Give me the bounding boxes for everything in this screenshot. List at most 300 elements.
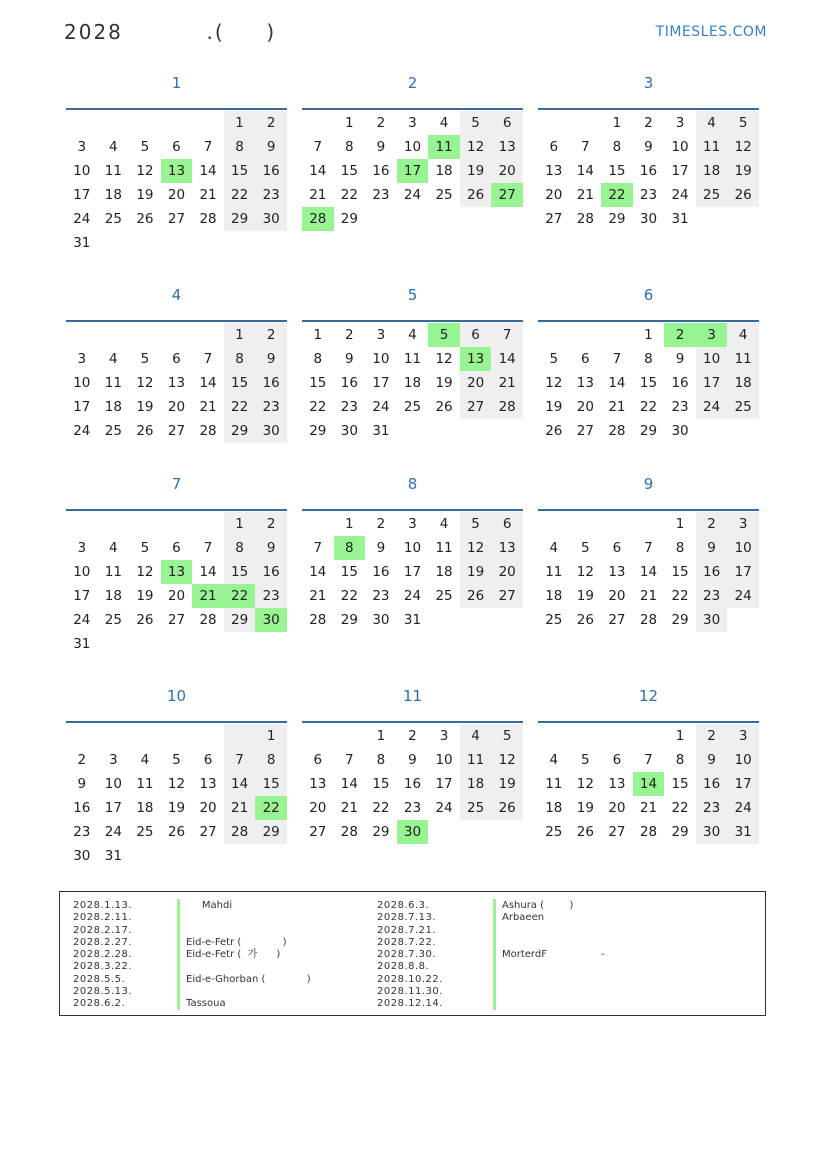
day-cell: 9 <box>376 139 386 155</box>
day-cell: 3 <box>727 724 759 748</box>
day-cell: 22 <box>309 399 327 415</box>
day-cell: 7 <box>203 351 213 367</box>
month-name: 1 <box>171 74 182 92</box>
day-cell: 7 <box>612 351 622 367</box>
day-cell: 12 <box>167 776 186 792</box>
day-cell: 29 <box>255 820 287 844</box>
day-cell: 18 <box>435 163 453 179</box>
day-cell: 28 <box>309 612 327 628</box>
brand-logo-text[interactable]: TIMESLES.COM <box>655 24 767 40</box>
day-cell: 7 <box>224 748 256 772</box>
holiday-day-cell: 8 <box>334 536 366 560</box>
day-cell: 29 <box>639 423 658 439</box>
day-cell: 25 <box>136 824 154 840</box>
day-cell: 10 <box>671 139 689 155</box>
holiday-day-cell: 28 <box>302 207 334 231</box>
day-cell: 26 <box>167 824 186 840</box>
day-cell: 12 <box>491 748 523 772</box>
day-cell: 16 <box>372 564 390 580</box>
day-cell: 23 <box>403 800 422 816</box>
day-grid <box>538 111 759 231</box>
day-cell: 23 <box>696 584 728 608</box>
day-cell: 4 <box>109 351 118 367</box>
day-cell: 21 <box>491 371 523 395</box>
day-cell: 7 <box>581 139 590 155</box>
page-title: 2028 .( ) <box>64 20 277 44</box>
day-cell: 7 <box>313 139 323 155</box>
holiday-day-cell: 13 <box>161 560 193 584</box>
day-cell: 14 <box>224 772 256 796</box>
day-grid <box>538 323 759 443</box>
day-cell: 27 <box>608 612 626 628</box>
day-cell: 23 <box>255 183 287 207</box>
day-cell: 20 <box>491 560 523 584</box>
day-cell: 3 <box>376 327 386 343</box>
empty-day-cell <box>334 724 366 748</box>
day-cell: 1 <box>376 728 386 744</box>
day-cell: 19 <box>136 399 154 415</box>
day-cell: 19 <box>460 159 492 183</box>
day-cell: 25 <box>104 211 122 227</box>
empty-day-cell <box>538 111 570 135</box>
day-cell: 2 <box>376 115 386 131</box>
day-cell: 23 <box>73 824 91 840</box>
day-cell: 27 <box>167 211 186 227</box>
legend-line: Arbaeen <box>502 912 545 924</box>
day-cell: 19 <box>136 588 154 604</box>
day-cell: 12 <box>136 375 154 391</box>
day-cell: 10 <box>73 375 91 391</box>
day-cell: 14 <box>576 163 594 179</box>
day-cell: 23 <box>255 395 287 419</box>
empty-day-cell <box>129 111 161 135</box>
day-cell: 18 <box>104 187 122 203</box>
day-cell: 15 <box>255 772 287 796</box>
day-cell: 31 <box>104 848 122 864</box>
empty-day-cell <box>302 111 334 135</box>
day-cell: 4 <box>549 752 559 768</box>
day-cell: 5 <box>491 724 523 748</box>
empty-day-cell <box>129 512 161 536</box>
legend-line: MorterdF - <box>502 949 605 961</box>
empty-day-cell <box>98 111 130 135</box>
day-cell: 16 <box>372 163 390 179</box>
legend-right-bar <box>493 899 496 1010</box>
day-cell: 9 <box>644 139 653 155</box>
day-cell: 2 <box>376 516 386 532</box>
month-name: 9 <box>643 475 654 493</box>
legend-line: 2028.7.21. <box>377 924 437 936</box>
day-cell: 4 <box>439 115 449 131</box>
day-cell: 19 <box>576 588 594 604</box>
day-cell: 19 <box>435 375 453 391</box>
day-cell: 15 <box>309 375 327 391</box>
day-cell: 18 <box>435 564 453 580</box>
legend-line: 2028.7.22. <box>377 936 437 948</box>
day-cell: 1 <box>675 516 685 532</box>
day-cell: 24 <box>727 796 759 820</box>
day-cell: 13 <box>167 375 186 391</box>
day-cell: 10 <box>104 776 122 792</box>
day-cell: 7 <box>203 540 213 556</box>
day-cell: 6 <box>172 139 181 155</box>
day-cell: 14 <box>199 163 217 179</box>
day-cell: 7 <box>491 323 523 347</box>
day-cell: 8 <box>255 748 287 772</box>
month-divider <box>66 320 287 322</box>
day-cell: 26 <box>491 796 523 820</box>
day-cell: 10 <box>403 540 422 556</box>
holiday-day-cell: 11 <box>428 135 460 159</box>
month-name: 7 <box>171 475 182 493</box>
day-cell: 21 <box>199 187 217 203</box>
day-cell: 1 <box>224 323 256 347</box>
day-cell: 5 <box>172 752 181 768</box>
day-cell: 7 <box>644 752 653 768</box>
holiday-day-cell: 14 <box>633 772 665 796</box>
day-cell: 13 <box>608 564 626 580</box>
month-divider <box>538 721 759 723</box>
day-cell: 14 <box>309 564 327 580</box>
day-cell: 15 <box>224 371 256 395</box>
month-name: 4 <box>171 286 182 304</box>
day-cell: 19 <box>167 800 186 816</box>
day-cell: 4 <box>696 111 728 135</box>
day-cell: 8 <box>612 139 622 155</box>
day-cell: 16 <box>255 560 287 584</box>
holiday-day-cell: 22 <box>601 183 633 207</box>
legend-line <box>186 986 311 998</box>
day-cell: 13 <box>199 776 217 792</box>
day-cell: 2 <box>644 115 653 131</box>
day-cell: 14 <box>491 347 523 371</box>
holiday-day-cell: 30 <box>255 608 287 632</box>
day-cell: 6 <box>203 752 213 768</box>
day-cell: 25 <box>435 187 453 203</box>
day-cell: 28 <box>199 612 217 628</box>
day-cell: 22 <box>671 588 689 604</box>
day-grid <box>302 323 523 443</box>
day-cell: 18 <box>104 588 122 604</box>
day-cell: 12 <box>136 564 154 580</box>
empty-day-cell <box>302 512 334 536</box>
day-cell: 23 <box>372 588 390 604</box>
day-cell: 9 <box>255 135 287 159</box>
day-cell: 20 <box>167 187 186 203</box>
day-cell: 7 <box>644 540 653 556</box>
legend-line: 2028.7.30. <box>377 949 437 961</box>
day-cell: 4 <box>460 724 492 748</box>
day-cell: 29 <box>224 608 256 632</box>
day-cell: 3 <box>77 139 87 155</box>
legend-line: Eid-e-Fetr ( ) <box>186 936 287 948</box>
day-cell: 20 <box>576 399 594 415</box>
day-cell: 20 <box>491 159 523 183</box>
legend-line: 2028.6.2. <box>73 998 126 1010</box>
day-cell: 19 <box>727 159 759 183</box>
day-cell: 13 <box>576 375 594 391</box>
month-divider <box>66 108 287 110</box>
day-cell: 23 <box>671 399 689 415</box>
day-cell: 2 <box>696 512 728 536</box>
day-cell: 9 <box>696 748 728 772</box>
day-cell: 8 <box>675 752 685 768</box>
legend-left-bar <box>177 899 180 1010</box>
day-cell: 25 <box>104 612 122 628</box>
day-cell: 15 <box>340 564 358 580</box>
day-grid <box>538 724 759 844</box>
day-cell: 20 <box>608 800 626 816</box>
day-cell: 21 <box>576 187 594 203</box>
day-cell: 29 <box>671 612 689 628</box>
legend-line <box>502 937 605 949</box>
day-cell: 7 <box>203 139 213 155</box>
month-divider <box>66 509 287 511</box>
day-cell: 26 <box>136 211 154 227</box>
day-cell: 12 <box>576 776 594 792</box>
legend-left-dates <box>73 900 132 1011</box>
month-divider <box>302 320 523 322</box>
day-cell: 12 <box>576 564 594 580</box>
day-cell: 6 <box>549 139 559 155</box>
day-cell: 5 <box>460 512 492 536</box>
empty-day-cell <box>98 323 130 347</box>
day-cell: 17 <box>73 187 91 203</box>
legend-line <box>502 974 605 986</box>
holiday-day-cell: 22 <box>224 584 256 608</box>
day-cell: 14 <box>340 776 358 792</box>
month-divider <box>66 721 287 723</box>
empty-day-cell <box>98 724 130 748</box>
empty-day-cell <box>633 512 665 536</box>
month-divider <box>538 108 759 110</box>
holiday-day-cell: 17 <box>397 159 429 183</box>
day-cell: 16 <box>403 776 422 792</box>
day-cell: 27 <box>460 395 492 419</box>
legend-line: 2028.2.11. <box>73 912 133 924</box>
day-cell: 30 <box>340 423 358 439</box>
month-divider <box>302 108 523 110</box>
day-cell: 26 <box>576 612 594 628</box>
legend-right-dates <box>377 900 443 1011</box>
day-cell: 8 <box>675 540 685 556</box>
day-cell: 1 <box>345 516 354 532</box>
day-cell: 21 <box>639 800 658 816</box>
day-cell: 8 <box>224 347 256 371</box>
day-cell: 31 <box>73 235 91 251</box>
day-cell: 8 <box>376 752 386 768</box>
day-cell: 13 <box>491 135 523 159</box>
day-cell: 29 <box>340 211 358 227</box>
day-cell: 22 <box>372 800 390 816</box>
day-cell: 24 <box>73 423 91 439</box>
day-grid <box>66 724 287 868</box>
day-cell: 18 <box>545 800 563 816</box>
day-cell: 7 <box>345 752 354 768</box>
day-cell: 9 <box>675 351 685 367</box>
day-cell: 25 <box>104 423 122 439</box>
day-cell: 29 <box>309 423 327 439</box>
day-cell: 4 <box>408 327 417 343</box>
day-grid <box>302 724 523 844</box>
day-cell: 14 <box>199 375 217 391</box>
empty-day-cell <box>161 512 193 536</box>
day-cell: 2 <box>77 752 87 768</box>
day-cell: 4 <box>549 540 559 556</box>
day-cell: 26 <box>576 824 594 840</box>
day-cell: 9 <box>255 347 287 371</box>
empty-day-cell <box>192 323 224 347</box>
day-grid <box>302 111 523 231</box>
empty-day-cell <box>302 724 334 748</box>
day-cell: 25 <box>696 183 728 207</box>
empty-day-cell <box>538 323 570 347</box>
day-cell: 6 <box>460 323 492 347</box>
day-cell: 3 <box>675 115 685 131</box>
day-cell: 26 <box>460 584 492 608</box>
day-cell: 9 <box>77 776 87 792</box>
day-cell: 12 <box>545 375 563 391</box>
day-cell: 1 <box>255 724 287 748</box>
day-cell: 28 <box>199 211 217 227</box>
empty-day-cell <box>538 512 570 536</box>
day-cell: 9 <box>696 536 728 560</box>
day-cell: 5 <box>727 111 759 135</box>
empty-day-cell <box>601 512 633 536</box>
legend-line: 2028.2.17. <box>73 924 133 936</box>
day-cell: 14 <box>639 564 658 580</box>
day-cell: 25 <box>545 612 563 628</box>
day-cell: 8 <box>224 135 256 159</box>
empty-day-cell <box>570 323 602 347</box>
day-cell: 13 <box>309 776 327 792</box>
day-cell: 22 <box>340 187 358 203</box>
holiday-day-cell: 21 <box>192 584 224 608</box>
day-cell: 5 <box>581 752 590 768</box>
day-cell: 19 <box>545 399 563 415</box>
day-cell: 17 <box>435 776 453 792</box>
day-cell: 26 <box>727 183 759 207</box>
day-cell: 14 <box>608 375 626 391</box>
month-divider <box>538 509 759 511</box>
empty-day-cell <box>192 512 224 536</box>
empty-day-cell <box>224 724 256 748</box>
day-cell: 5 <box>460 111 492 135</box>
day-cell: 3 <box>408 516 417 532</box>
day-cell: 11 <box>104 163 122 179</box>
day-cell: 9 <box>376 540 386 556</box>
day-cell: 5 <box>549 351 559 367</box>
day-cell: 18 <box>104 399 122 415</box>
day-cell: 6 <box>313 752 323 768</box>
day-cell: 25 <box>460 796 492 820</box>
day-cell: 6 <box>491 111 523 135</box>
day-cell: 7 <box>313 540 323 556</box>
legend-line <box>186 912 311 924</box>
day-cell: 4 <box>140 752 150 768</box>
empty-day-cell <box>129 724 161 748</box>
day-cell: 15 <box>224 560 256 584</box>
day-cell: 2 <box>255 111 287 135</box>
empty-day-cell <box>66 111 98 135</box>
holiday-day-cell: 30 <box>397 820 429 844</box>
day-cell: 30 <box>255 419 287 443</box>
day-cell: 22 <box>224 395 256 419</box>
day-cell: 17 <box>73 399 91 415</box>
day-cell: 27 <box>167 612 186 628</box>
day-cell: 3 <box>439 728 449 744</box>
day-cell: 21 <box>608 399 626 415</box>
legend-line: 2028.2.28. <box>73 949 133 961</box>
legend-line: Mahdi <box>186 900 233 911</box>
day-cell: 27 <box>309 824 327 840</box>
day-cell: 20 <box>608 588 626 604</box>
day-cell: 27 <box>199 824 217 840</box>
day-cell: 10 <box>727 748 759 772</box>
day-cell: 27 <box>491 584 523 608</box>
day-cell: 16 <box>639 163 658 179</box>
day-cell: 29 <box>608 211 626 227</box>
day-cell: 20 <box>545 187 563 203</box>
day-cell: 20 <box>167 399 186 415</box>
day-cell: 20 <box>199 800 217 816</box>
day-cell: 12 <box>136 163 154 179</box>
day-cell: 28 <box>608 423 626 439</box>
day-cell: 24 <box>403 588 422 604</box>
day-cell: 8 <box>644 351 653 367</box>
day-cell: 26 <box>460 183 492 207</box>
day-cell: 5 <box>140 540 150 556</box>
day-cell: 3 <box>408 115 417 131</box>
day-cell: 23 <box>639 187 658 203</box>
day-cell: 23 <box>340 399 358 415</box>
empty-day-cell <box>161 724 193 748</box>
day-grid <box>538 512 759 632</box>
legend-line: 2028.11.30. <box>377 986 443 998</box>
day-cell: 6 <box>612 540 622 556</box>
legend-line: 2028.2.27. <box>73 936 133 948</box>
day-cell: 24 <box>73 612 91 628</box>
day-cell: 16 <box>340 375 358 391</box>
legend-line <box>502 998 605 1010</box>
day-cell: 10 <box>435 752 453 768</box>
day-cell: 2 <box>408 728 417 744</box>
day-cell: 12 <box>460 536 492 560</box>
month-name: 12 <box>638 687 659 705</box>
day-cell: 26 <box>435 399 453 415</box>
day-cell: 31 <box>671 211 689 227</box>
empty-day-cell <box>538 724 570 748</box>
legend-right-names <box>502 900 605 1011</box>
day-cell: 29 <box>340 612 358 628</box>
day-cell: 13 <box>491 536 523 560</box>
day-cell: 1 <box>313 327 323 343</box>
day-cell: 13 <box>545 163 563 179</box>
day-cell: 20 <box>460 371 492 395</box>
day-cell: 13 <box>608 776 626 792</box>
day-cell: 22 <box>224 183 256 207</box>
day-cell: 17 <box>104 800 122 816</box>
day-cell: 25 <box>435 588 453 604</box>
empty-day-cell <box>570 724 602 748</box>
legend-line: 2028.3.22. <box>73 961 133 973</box>
day-cell: 5 <box>140 139 150 155</box>
day-cell: 1 <box>224 111 256 135</box>
day-cell: 8 <box>313 351 323 367</box>
day-cell: 28 <box>224 820 256 844</box>
day-cell: 2 <box>255 323 287 347</box>
day-cell: 11 <box>696 135 728 159</box>
